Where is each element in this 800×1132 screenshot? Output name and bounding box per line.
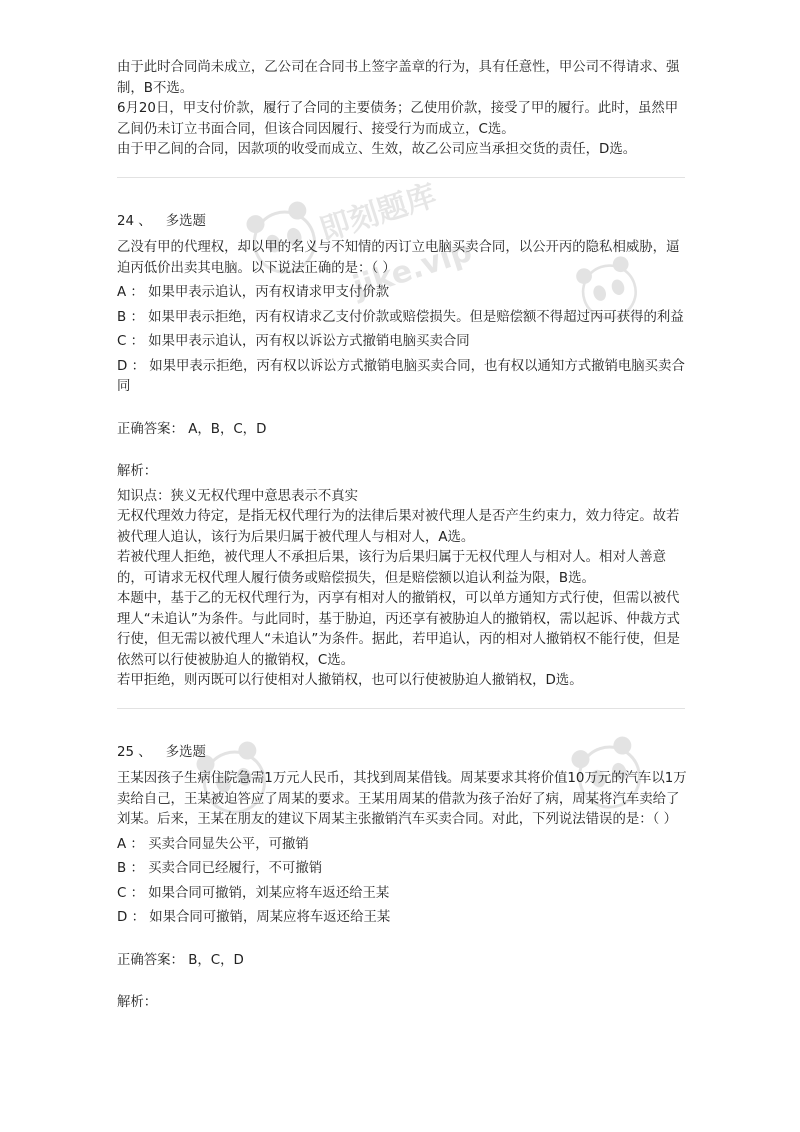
prev-analysis-line: 6月20日，甲支付价款，履行了合同的主要债务；乙使用价款，接受了甲的履行。此时，虽然甲乙间仍未订立书面合同，但该合同因履行、接受行为而成立，C选。 bbox=[117, 101, 679, 137]
analysis-line: 若甲拒绝，则丙既可以行使相对人撤销权，也可以行使被胁迫人撤销权，D选。 bbox=[117, 673, 583, 688]
question-stem: 王某因孩子生病住院急需1万元人民币，其找到周某借钱。周某要求其将价值10万元的汽车以1万卖给自己，王某被迫答应了周某的要求。王某用周某的借款为孩子治好了病，周某将汽车卖给了刘某。后来，王某在朋友的建议下周某主张撤销汽车买卖合同。对此，下列说法错误的是：（ ） bbox=[117, 771, 687, 827]
option-b: B ： 如果甲表示拒绝，丙有权请求乙支付价款或赔偿损失。但是赔偿额不得超过丙可获得的利益 bbox=[117, 309, 684, 325]
question-stem: 乙没有甲的代理权，却以甲的名义与不知情的丙订立电脑买卖合同，以公开丙的隐私相威胁，逼迫丙低价出卖其电脑。以下说法正确的是：（ ） bbox=[117, 240, 680, 276]
question-number: 24 、 bbox=[117, 213, 152, 229]
document-page bbox=[117, 58, 687, 1014]
analysis-line: 本题中，基于乙的无权代理行为，丙享有相对人的撤销权，可以单方通知方式行使，但需以被代理人“未追认”为条件。与此同时，基于胁迫，丙还享有被胁迫人的撤销权，需以起诉、仲裁方式行使，但无需以被代理人“未追认”为条件。据此，若甲追认，丙的相对人撤销权不能行使，但是依然可以行使被胁迫人的撤销权，C选。 bbox=[117, 591, 680, 668]
question-25 bbox=[117, 743, 687, 1014]
option-a: A ： 如果甲表示追认，丙有权请求甲支付价款 bbox=[117, 285, 390, 300]
analysis-label: 解析： bbox=[117, 464, 158, 479]
correct-answer: 正确答案： A，B，C，D bbox=[117, 421, 267, 437]
question-type: 多选题 bbox=[165, 213, 206, 229]
question-header bbox=[117, 212, 687, 233]
option-c: C ： 如果合同可撤销，刘某应将车返还给王某 bbox=[117, 885, 390, 901]
prev-analysis bbox=[117, 58, 687, 161]
section-divider bbox=[117, 177, 685, 178]
option-b: B ： 买卖合同已经履行，不可撤销 bbox=[117, 861, 323, 876]
option-d: D ： 如果合同可撤销，周某应将车返还给王某 bbox=[117, 910, 391, 925]
option-a: A ： 买卖合同显失公平，可撤销 bbox=[117, 836, 309, 852]
prev-analysis-line: 由于此时合同尚未成立，乙公司在合同书上签字盖章的行为，具有任意性，甲公司不得请求、强制，B不选。 bbox=[117, 60, 680, 96]
question-type: 多选题 bbox=[165, 744, 206, 760]
option-d: D ： 如果甲表示拒绝，丙有权以诉讼方式撤销电脑买卖合同，也有权以通知方式撤销电脑买卖合同 bbox=[117, 358, 685, 394]
analysis-line: 知识点：狭义无权代理中意思表示不真实 bbox=[117, 488, 359, 504]
analysis-line: 若被代理人拒绝，被代理人不承担后果，该行为后果归属于无权代理人与相对人。相对人善意的，可请求无权代理人履行债务或赔偿损失，但是赔偿额以追认利益为限，B选。 bbox=[117, 550, 667, 586]
watermark-site: jike.vip bbox=[348, 233, 477, 305]
question-24 bbox=[117, 212, 687, 692]
question-number: 25 、 bbox=[117, 744, 152, 760]
analysis-label: 解析： bbox=[117, 995, 158, 1010]
watermark-brand: 即刻题库 bbox=[315, 178, 441, 249]
option-c: C ： 如果甲表示追认，丙有权以诉讼方式撤销电脑买卖合同 bbox=[117, 334, 470, 349]
analysis-line: 无权代理效力待定，是指无权代理行为的法律后果对被代理人是否产生约束力，效力待定。故若被代理人追认，该行为后果归属于被代理人与相对人，A选。 bbox=[117, 509, 680, 545]
section-divider bbox=[117, 708, 685, 709]
correct-answer: 正确答案： B，C，D bbox=[117, 952, 244, 968]
question-header bbox=[117, 743, 687, 764]
prev-analysis-line: 由于甲乙间的合同，因款项的收受而成立、生效，故乙公司应当承担交货的责任，D选。 bbox=[117, 142, 637, 157]
